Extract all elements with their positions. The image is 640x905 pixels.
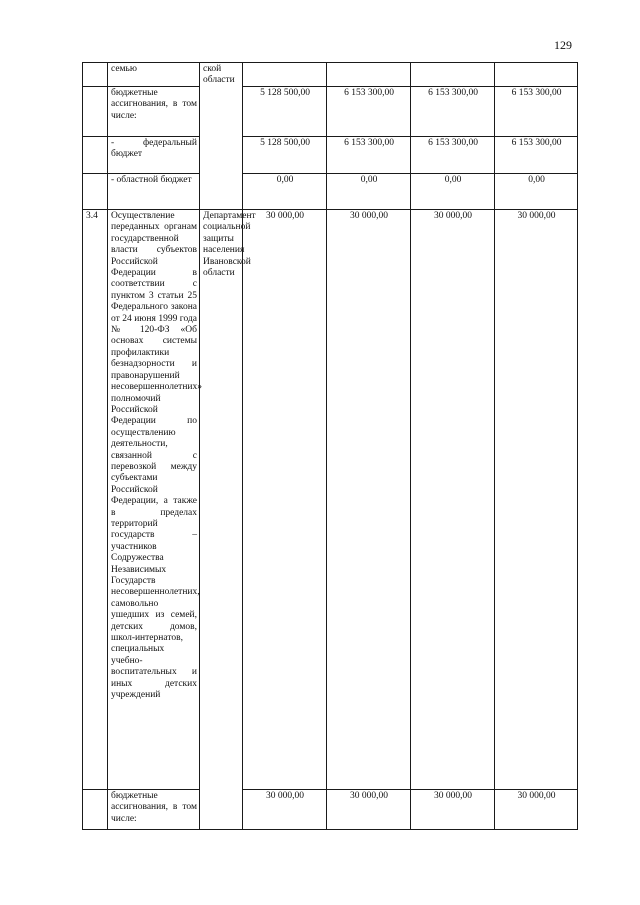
row-number: 3.4: [83, 210, 108, 790]
row-number: [83, 174, 108, 210]
value-cell: 30 000,00: [243, 790, 327, 830]
value-cell: 0,00: [327, 174, 411, 210]
row-description: - областной бюджет: [108, 174, 200, 210]
budget-table: [82, 62, 578, 830]
value-cell: 6 153 300,00: [411, 87, 495, 137]
value-cell: 6 153 300,00: [495, 137, 578, 174]
value-cell: 30 000,00: [495, 790, 578, 830]
value-cell: 30 000,00: [327, 210, 411, 790]
value-cell: 30 000,00: [243, 210, 327, 790]
value-cell: 0,00: [411, 174, 495, 210]
page-number: 129: [554, 38, 572, 52]
row-description: - федеральный бюджет: [108, 137, 200, 174]
row-executor: ской области: [200, 63, 243, 210]
table-row: [83, 790, 578, 830]
value-cell: 6 153 300,00: [327, 87, 411, 137]
table-row: [83, 210, 578, 790]
value-cell: 30 000,00: [411, 790, 495, 830]
row-description: бюджетные ассигнования, в том числе:: [108, 790, 200, 830]
row-number: [83, 63, 108, 87]
row-description: бюджетные ассигнования, в том числе:: [108, 87, 200, 137]
value-cell: 5 128 500,00: [243, 137, 327, 174]
value-cell: [243, 63, 327, 87]
value-cell: 5 128 500,00: [243, 87, 327, 137]
table-row: [83, 137, 578, 174]
row-number: [83, 137, 108, 174]
row-number: [83, 87, 108, 137]
value-cell: [327, 63, 411, 87]
table-row: [83, 63, 578, 87]
value-cell: 30 000,00: [327, 790, 411, 830]
value-cell: 0,00: [495, 174, 578, 210]
value-cell: [495, 63, 578, 87]
row-description: Осуществление переданных органам государственной власти субъектов Российской Федерации в соответствии с пунктом 3 статьи 25 Федерального закона от 24 июня 1999 года № 120-ФЗ «Об основах системы профилактики безнадзорности и правонарушений несовершеннолетних» полномочий Российской Федерации по осуществлению деятельности, связанной с перевозкой между субъектами Российской Федерации, а также в пределах территорий государств – участников Содружества Независимых Государств несовершеннолетних, самовольно ушедших из семей, детских домов, школ-интернатов, специальных учебно-воспитательных и иных детских учреждений: [108, 210, 200, 790]
row-number: [83, 790, 108, 830]
value-cell: 0,00: [243, 174, 327, 210]
row-executor: Департамент социальной защиты населения Ивановской области: [200, 210, 243, 830]
value-cell: 30 000,00: [495, 210, 578, 790]
row-description: семью: [108, 63, 200, 87]
value-cell: 6 153 300,00: [495, 87, 578, 137]
value-cell: 6 153 300,00: [327, 137, 411, 174]
value-cell: 30 000,00: [411, 210, 495, 790]
table-row: [83, 87, 578, 137]
table-row: [83, 174, 578, 210]
value-cell: 6 153 300,00: [411, 137, 495, 174]
value-cell: [411, 63, 495, 87]
